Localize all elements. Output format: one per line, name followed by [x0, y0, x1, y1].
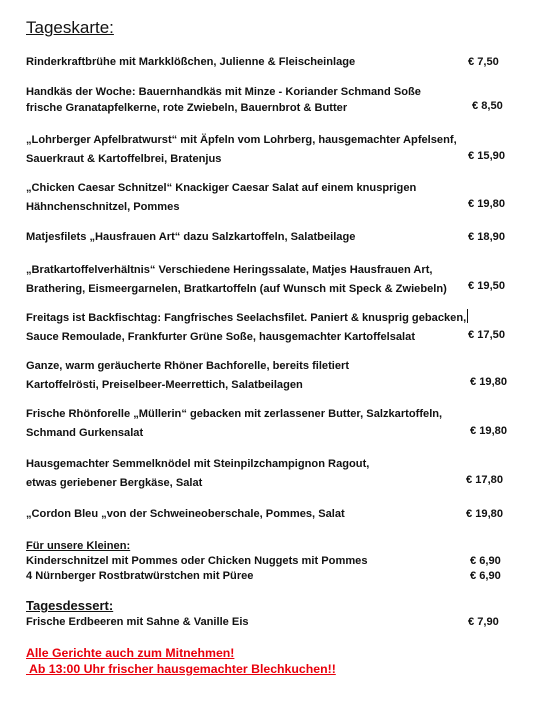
dessert-heading: Tagesdessert:: [26, 598, 114, 613]
item-price: € 19,80: [468, 198, 506, 210]
item-line: Rinderkraftbrühe mit Markklößchen, Julienne & Fleischeinlage: [26, 56, 356, 68]
kids-heading: Für unsere Kleinen:: [26, 540, 131, 552]
kids-item: Kinderschnitzel mit Pommes oder Chicken Nuggets mit Pommes: [26, 555, 368, 567]
menu-item-backfisch: [26, 309, 516, 347]
kids-item: 4 Nürnberger Rostbratwürstchen mit Püree: [26, 570, 254, 582]
page-title: Tageskarte:: [26, 18, 114, 37]
item-line: Schmand Gurkensalat: [26, 427, 144, 439]
item-price: € 7,90: [468, 616, 499, 628]
item-line: frische Granatapfelkerne, rote Zwiebeln, Bauernbrot & Butter: [26, 102, 348, 114]
item-line: Hausgemachter Semmelknödel mit Steinpilzchampignon Ragout,: [26, 458, 370, 470]
notice-cake: Ab 13:00 Uhr frischer hausgemachter Blechkuchen!!: [26, 662, 336, 676]
menu-item-handkaes: [26, 83, 516, 118]
menu-item-cordon-bleu: [26, 505, 516, 524]
menu-item-apfelbratwurst: [26, 131, 516, 169]
item-line: etwas geriebener Bergkäse, Salat: [26, 477, 203, 489]
item-price: € 8,50: [472, 100, 503, 112]
item-line: Hähnchenschnitzel, Pommes: [26, 201, 180, 213]
item-line-text: Freitags ist Backfischtag: Fangfrisches Seelachsfilet. Paniert & knusprig gebacken,: [26, 312, 467, 324]
item-line: Kartoffelrösti, Preiselbeer-Meerrettich, Salatbeilagen: [26, 379, 303, 391]
item-price: € 6,90: [470, 570, 501, 582]
menu-item-semmelknoedel: [26, 455, 516, 493]
item-line: Ganze, warm geräucherte Rhöner Bachforelle, bereits filetiert: [26, 360, 350, 372]
menu-item-rhoenforelle: [26, 405, 516, 443]
item-line: „Chicken Caesar Schnitzel“ Knackiger Caesar Salat auf einem knusprigen: [26, 182, 417, 194]
item-price: € 19,80: [466, 508, 504, 520]
item-price: € 19,50: [468, 280, 506, 292]
dessert-item: Frische Erdbeeren mit Sahne & Vanille Eis: [26, 616, 249, 628]
item-line: „Cordon Bleu „von der Schweineoberschale, Pommes, Salat: [26, 508, 345, 520]
item-line: [26, 309, 516, 328]
item-line: Matjesfilets „Hausfrauen Art“ dazu Salzkartoffeln, Salatbeilage: [26, 231, 356, 243]
item-line: Frische Rhönforelle „Müllerin“ gebacken mit zerlassener Butter, Salzkartoffeln,: [26, 408, 443, 420]
menu-item-matjesfilets: [26, 228, 516, 247]
item-line: „Bratkartoffelverhältnis“ Verschiedene Heringssalate, Matjes Hausfrauen Art,: [26, 264, 433, 276]
menu-item-bratkartoffel: [26, 261, 516, 299]
notice-takeaway: Alle Gerichte auch zum Mitnehmen!: [26, 646, 235, 660]
item-price: € 15,90: [468, 150, 506, 162]
item-price: € 7,50: [468, 56, 499, 68]
item-line: „Lohrberger Apfelbratwurst“ mit Äpfeln vom Lohrberg, hausgemachter Apfelsenf,: [26, 134, 457, 146]
menu-item-caesar-schnitzel: [26, 179, 516, 217]
item-line: Sauerkraut & Kartoffelbrei, Bratenjus: [26, 153, 222, 165]
text-cursor: [467, 309, 468, 323]
item-price: € 19,80: [470, 425, 508, 437]
item-line: Brathering, Eismeergarnelen, Bratkartoffeln (auf Wunsch mit Speck & Zwiebeln): [26, 283, 447, 295]
item-price: € 17,50: [468, 329, 506, 341]
item-price: € 17,80: [466, 474, 504, 486]
item-line: Handkäs der Woche: Bauernhandkäs mit Minze - Koriander Schmand Soße: [26, 86, 421, 98]
item-price: € 19,80: [470, 376, 508, 388]
item-price: € 18,90: [468, 231, 506, 243]
menu-item-bachforelle: [26, 357, 516, 395]
menu-item-soup: [26, 53, 516, 72]
item-line: Sauce Remoulade, Frankfurter Grüne Soße, hausgemachter Kartoffelsalat: [26, 331, 416, 343]
item-price: € 6,90: [470, 555, 501, 567]
